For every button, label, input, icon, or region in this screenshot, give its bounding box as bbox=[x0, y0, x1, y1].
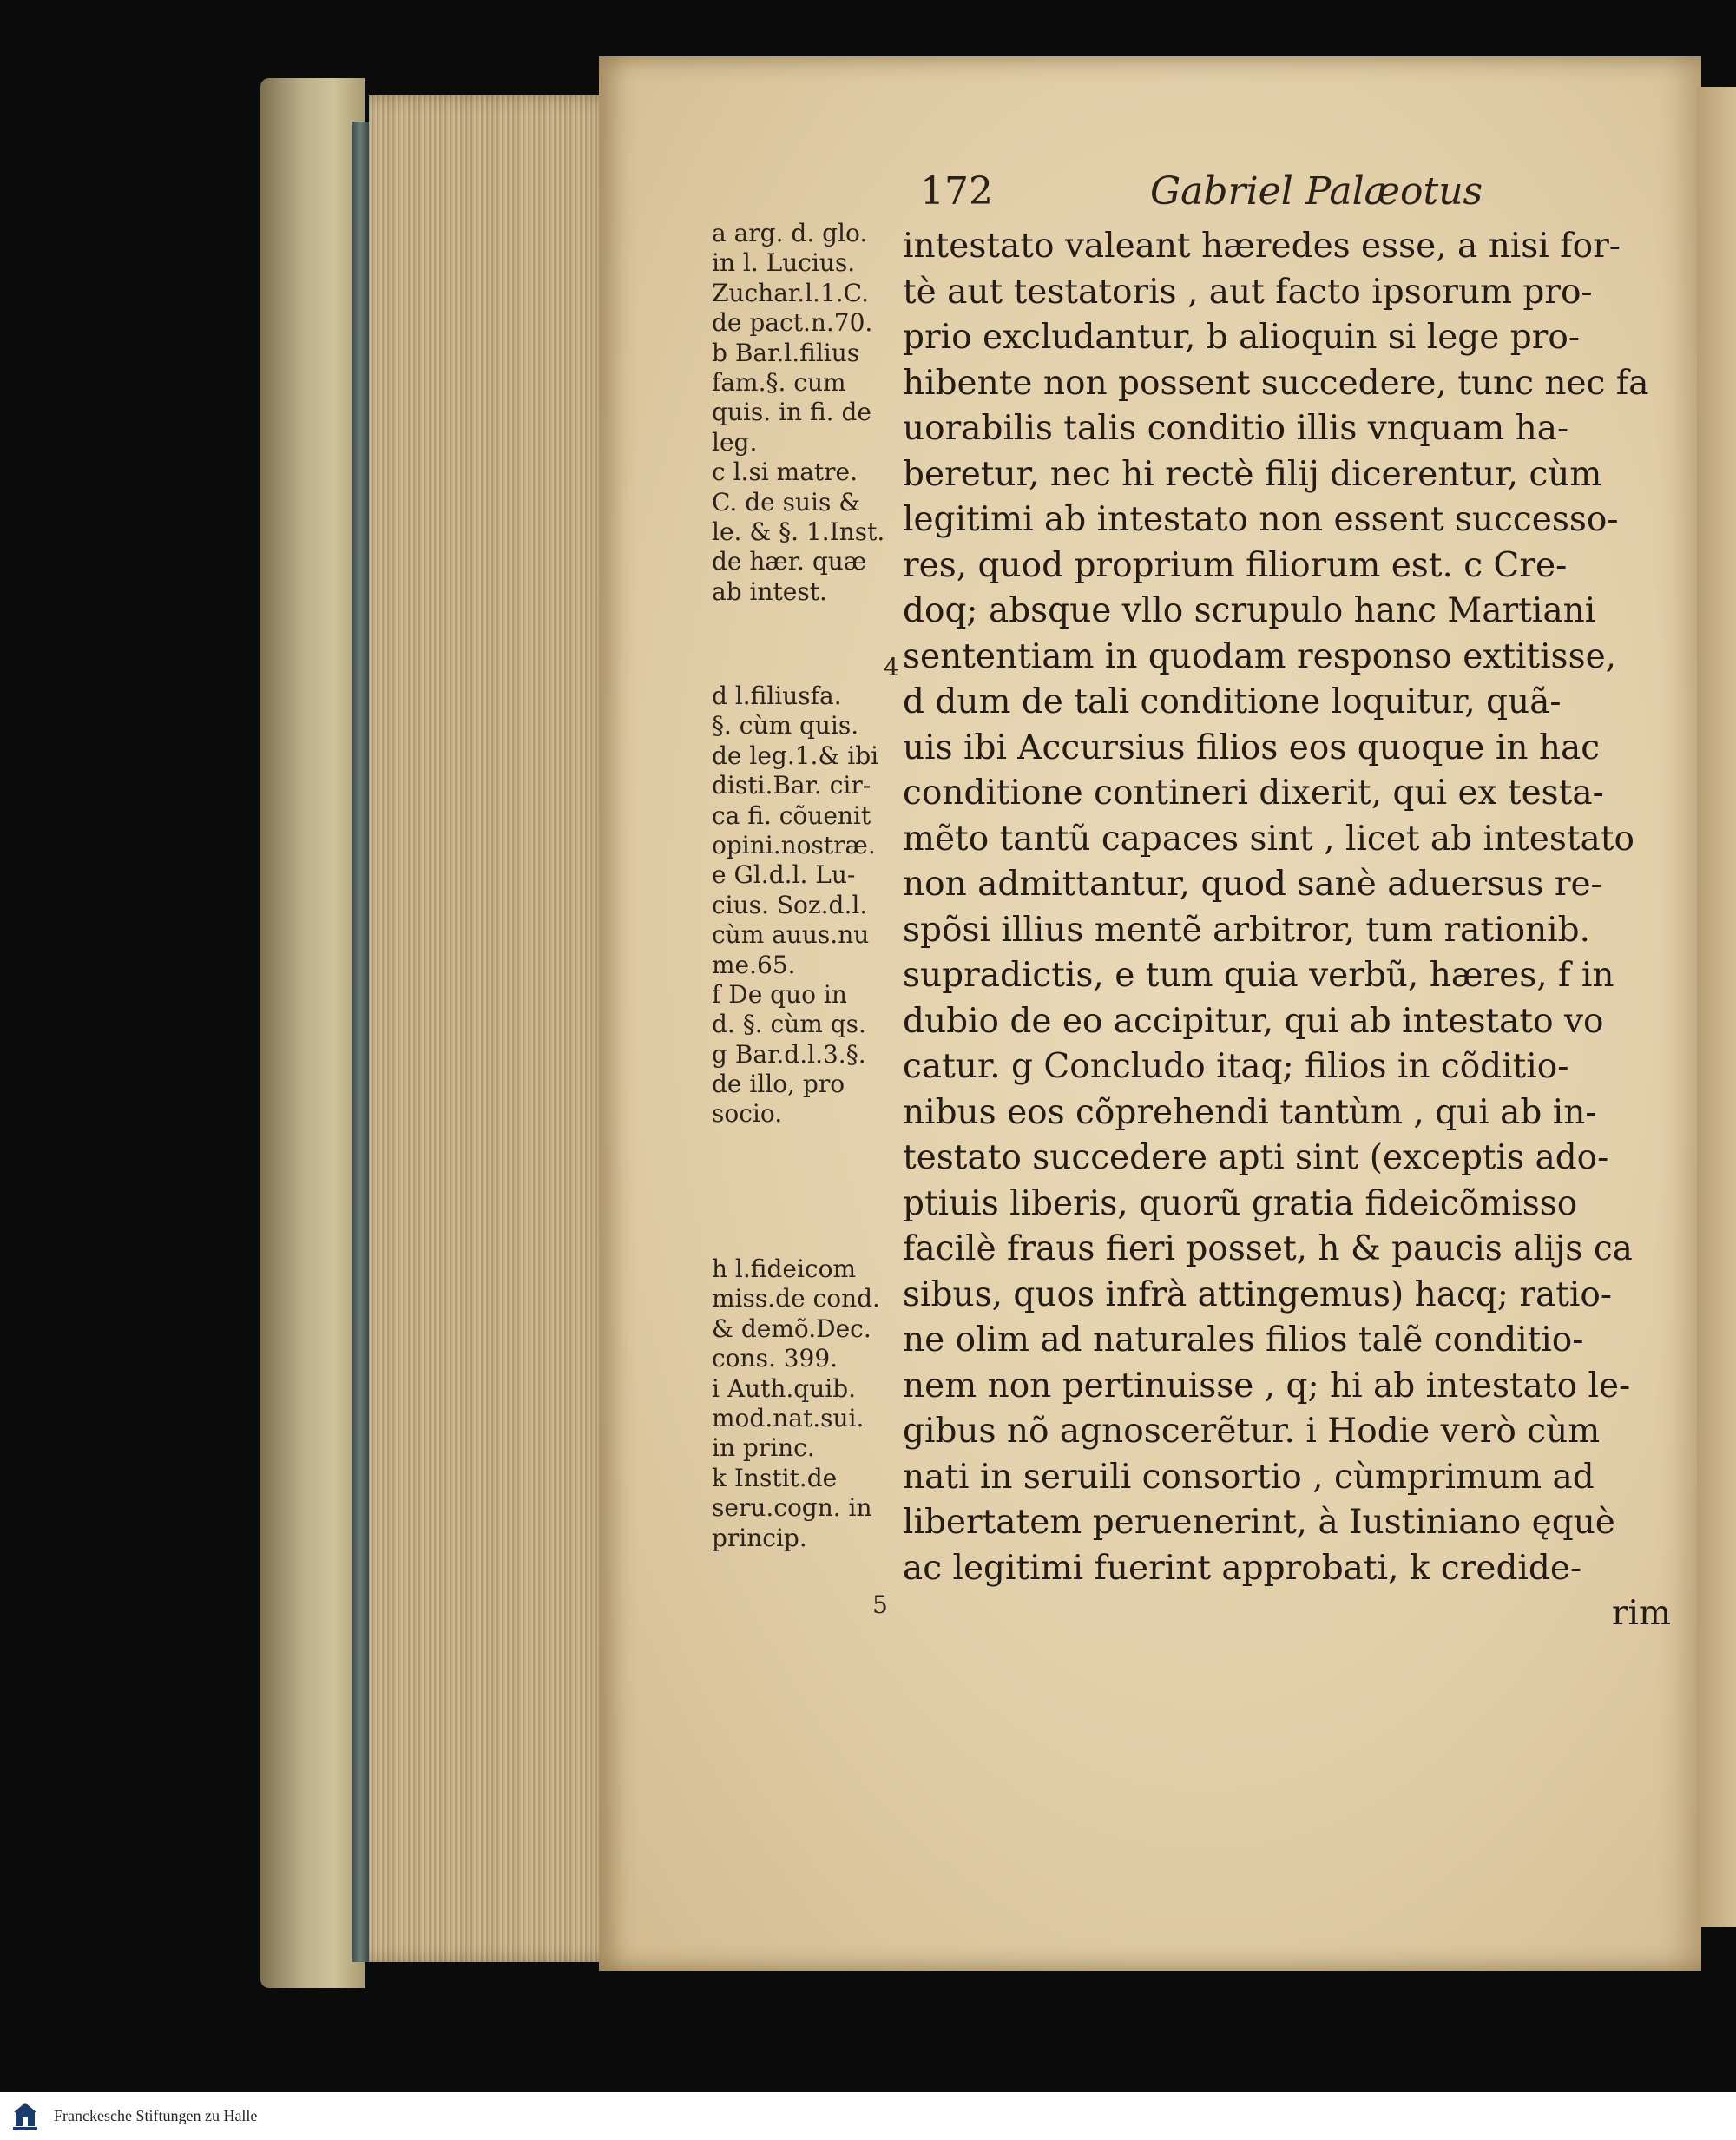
facing-page-edge bbox=[1697, 87, 1736, 1927]
margin-note-line: princip. bbox=[712, 1523, 807, 1552]
text-line: gibus nõ agnoscerẽtur. i Hodie verò cùm bbox=[903, 1412, 1601, 1451]
text-line: sibus, quos infrà attingemus) hacq; ratio- bbox=[903, 1274, 1613, 1314]
text-line: spõsi illius mentẽ arbitror, tum rationib. bbox=[903, 910, 1591, 950]
margin-note-line: b Bar.l.filius bbox=[712, 338, 860, 367]
margin-note-line: h l.fideicom bbox=[712, 1254, 857, 1283]
text-line: conditione contineri dixerit, qui ex testa- bbox=[903, 774, 1604, 813]
text-line: supradictis, e tum quia verbũ, hæres, f in bbox=[903, 956, 1614, 995]
margin-note-line: me.65. bbox=[712, 950, 796, 979]
margin-note-line: C. de suis & bbox=[712, 487, 861, 517]
margin-note-line: d. §. cùm qs. bbox=[712, 1010, 866, 1039]
margin-note-line: i Auth.quib. bbox=[712, 1373, 857, 1403]
book-spine bbox=[352, 122, 369, 1962]
institution-logo-icon bbox=[7, 2098, 43, 2135]
margin-note-line: cius. Soz.d.l. bbox=[712, 890, 868, 919]
margin-note-line: in l. Lucius. bbox=[712, 248, 856, 278]
text-line: facilè fraus fieri posset, h & paucis alijs ca bbox=[903, 1229, 1633, 1268]
margin-note-line: in princ. bbox=[712, 1433, 815, 1463]
text-line: legitimi ab intestato non essent successo- bbox=[903, 500, 1619, 539]
margin-note-line: ca fi. cõuenit bbox=[712, 800, 871, 830]
text-line: catur. g Concludo itaq; filios in cõditio- bbox=[903, 1047, 1569, 1086]
margin-note-line: d l.filiusfa. bbox=[712, 682, 842, 710]
margin-note-line: de hær. quæ bbox=[712, 547, 867, 576]
text-line: d dum de tali conditione loquitur, quã- bbox=[903, 682, 1562, 721]
main-text-body bbox=[903, 224, 1671, 1637]
text-line: tè aut testatoris , aut facto ipsorum pro- bbox=[903, 272, 1593, 312]
text-line: non admittantur, quod sanè aduersus re- bbox=[903, 865, 1602, 904]
text-line: doq; absque vllo scrupulo hanc Martiani bbox=[903, 591, 1596, 630]
margin-note-line: cons. 399. bbox=[712, 1344, 838, 1373]
margin-note-line: k Instit.de bbox=[712, 1463, 838, 1492]
margin-note-line: opini.nostræ. bbox=[712, 830, 876, 859]
margin-note-line: de illo, pro bbox=[712, 1070, 845, 1099]
text-line-catchword: rim bbox=[1611, 1594, 1671, 1633]
section-number: 4 bbox=[884, 653, 899, 682]
margin-note-line: e Gl.d.l. Lu- bbox=[712, 860, 856, 890]
margin-note-line: disti.Bar. cir- bbox=[712, 771, 871, 800]
margin-note-line: g Bar.d.l.3.§. bbox=[712, 1039, 866, 1069]
margin-note-line: de pact.n.70. bbox=[712, 308, 873, 338]
text-line: res, quod proprium filiorum est. c Cre- bbox=[903, 545, 1568, 585]
running-head: Gabriel Palæotus bbox=[1150, 169, 1483, 214]
margin-note-line: le. & §. 1.Inst. bbox=[712, 517, 885, 546]
book-cover bbox=[260, 78, 365, 1988]
section-number: 5 bbox=[872, 1590, 888, 1619]
text-line: uorabilis talis conditio illis vnquam ha- bbox=[903, 409, 1569, 448]
page-number: 172 bbox=[920, 169, 993, 214]
margin-note-line: cùm auus.nu bbox=[712, 920, 870, 950]
institution-name: Franckesche Stiftungen zu Halle bbox=[54, 2107, 258, 2124]
margin-note-line: leg. bbox=[712, 427, 758, 457]
text-line: sententiam in quodam responso extitisse, bbox=[903, 636, 1617, 676]
margin-note-line: §. cùm quis. bbox=[712, 711, 859, 741]
margin-notes-top bbox=[712, 219, 929, 607]
text-line: nati in seruili consortio , cùmprimum ad bbox=[903, 1457, 1595, 1497]
text-line: prio excludantur, b alioquin si lege pro- bbox=[903, 318, 1580, 357]
margin-note-line: miss.de cond. bbox=[712, 1284, 880, 1314]
text-line: ptiuis liberis, quorũ gratia fideicõmisso bbox=[903, 1183, 1578, 1223]
margin-note-line: a arg. d. glo. bbox=[712, 219, 868, 247]
margin-note-line: seru.cogn. in bbox=[712, 1493, 872, 1523]
margin-note-line: mod.nat.sui. bbox=[712, 1403, 865, 1432]
text-line: mẽto tantũ capaces sint , licet ab intestato bbox=[903, 819, 1634, 859]
text-line: hibente non possent succedere, tunc nec fa bbox=[903, 363, 1649, 403]
margin-note-line: fam.§. cum bbox=[712, 367, 846, 397]
text-line: dubio de eo accipitur, qui ab intestato vo bbox=[903, 1001, 1604, 1041]
margin-notes-bottom bbox=[712, 1254, 929, 1553]
margin-note-line: f De quo in bbox=[712, 979, 847, 1009]
margin-note-line: quis. in fi. de bbox=[712, 398, 871, 427]
margin-notes-middle bbox=[712, 682, 929, 1129]
margin-note-line: & demõ.Dec. bbox=[712, 1314, 871, 1343]
text-line: ne olim ad naturales filios talẽ conditio- bbox=[903, 1320, 1584, 1360]
footer-bar bbox=[0, 2092, 1736, 2140]
text-line: uis ibi Accursius filios eos quoque in hac bbox=[903, 728, 1601, 767]
page-block-edges bbox=[369, 95, 638, 1962]
text-line: nem non pertinuisse , q; hi ab intestato le- bbox=[903, 1366, 1631, 1406]
text-line: testato succedere apti sint (exceptis ado- bbox=[903, 1138, 1609, 1177]
margin-note-line: socio. bbox=[712, 1099, 783, 1129]
text-line: nibus eos cõprehendi tantùm , qui ab in- bbox=[903, 1092, 1597, 1132]
margin-note-line: de leg.1.& ibi bbox=[712, 741, 879, 770]
margin-note-line: ab intest. bbox=[712, 576, 827, 606]
text-line: libertatem peruenerint, à Iustiniano ęquè bbox=[903, 1503, 1615, 1542]
text-line: intestato valeant hæredes esse, a nisi for- bbox=[903, 227, 1621, 266]
margin-note-line: c l.si matre. bbox=[712, 458, 858, 487]
margin-note-line: Zuchar.l.1.C. bbox=[712, 278, 870, 307]
text-line: beretur, nec hi rectè filij dicerentur, cùm bbox=[903, 454, 1602, 494]
text-line: ac legitimi fuerint approbati, k credide- bbox=[903, 1548, 1582, 1588]
